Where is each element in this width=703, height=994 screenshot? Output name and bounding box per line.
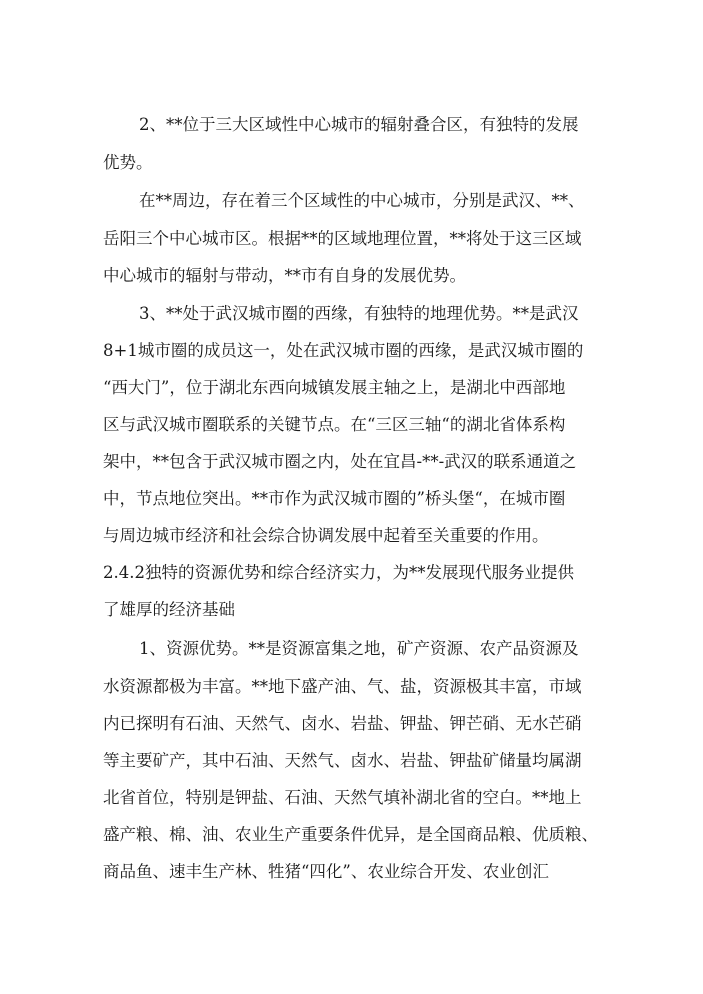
text-line: 中心城市的辐射与带动，**市有自身的发展优势。 — [103, 266, 466, 285]
section-heading-cont: 了雄厚的经济基础 — [103, 600, 235, 619]
text-line: “西大门”，位于湖北东西向城镇发展主轴之上，是湖北中西部地 — [103, 378, 566, 397]
text-line: 优势。 — [103, 153, 153, 172]
text-line: 中，节点地位突出。**市作为武汉城市圈的”桥头堡“，在城市圈 — [103, 489, 566, 508]
text-line: 内已探明有石油、天然气、卤水、岩盐、钾盐、钾芒硝、无水芒硝 — [103, 714, 582, 733]
text-line: 水资源都极为丰富。**地下盛产油、气、盐，资源极其丰富，市域 — [103, 677, 582, 696]
section-heading: 2.4.2独特的资源优势和综合经济实力，为**发展现代服务业提供 — [103, 563, 574, 582]
text-line: 架中，**包含于武汉城市圈之内，处在宜昌-**-武汉的联系通道之 — [103, 452, 577, 471]
text-line: 3、**处于武汉城市圈的西缘，有独特的地理优势。**是武汉 — [139, 304, 579, 323]
text-line: 北省首位，特别是钾盐、石油、天然气填补湖北省的空白。**地上 — [103, 788, 582, 807]
text-line: 8+1城市圈的成员这一，处在武汉城市圈的西缘，是武汉城市圈的 — [103, 341, 584, 360]
text-line: 与周边城市经济和社会综合协调发展中起着至关重要的作用。 — [103, 526, 549, 545]
text-line: 岳阳三个中心城市区。根据**的区域地理位置，**将处于这三区域 — [103, 229, 582, 248]
text-line: 区与武汉城市圈联系的关键节点。在“三区三轴“的湖北省体系构 — [103, 415, 566, 434]
text-line: 等主要矿产，其中石油、天然气、卤水、岩盐、钾盐矿储量均属湖 — [103, 751, 582, 770]
text-line: 商品鱼、速丰生产林、牲猪“四化”、农业综合开发、农业创汇 — [103, 862, 549, 881]
text-line: 2、**位于三大区域性中心城市的辐射叠合区，有独特的发展 — [139, 115, 579, 134]
text-line: 1、资源优势。**是资源富集之地，矿产资源、农产品资源及 — [139, 639, 579, 658]
text-line: 盛产粮、棉、油、农业生产重要条件优异，是全国商品粮、优质粮、 — [103, 825, 598, 844]
text-line: 在**周边，存在着三个区域性的中心城市，分别是武汉、**、 — [139, 191, 585, 210]
